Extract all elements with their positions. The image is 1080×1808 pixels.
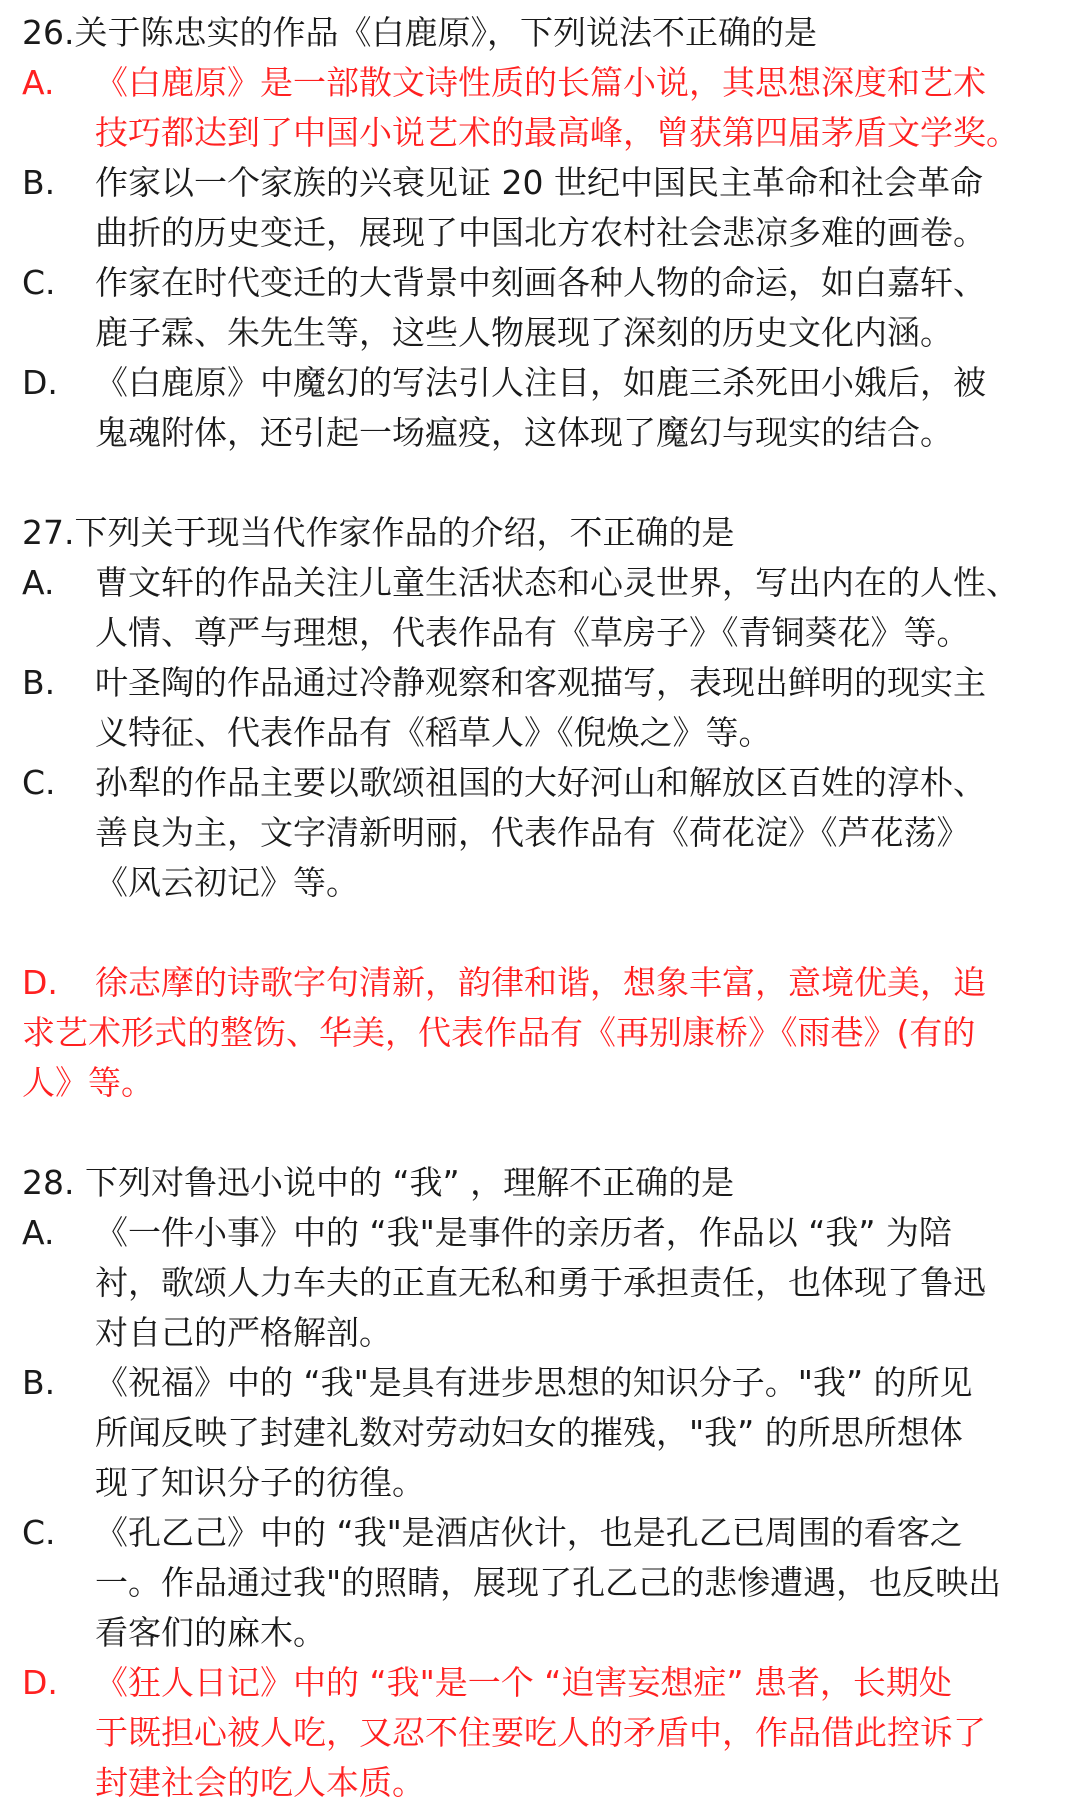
option-line: 《风云初记》等。: [95, 863, 359, 902]
option-line: 现了知识分子的彷徨。: [95, 1463, 425, 1502]
option-26-c: [22, 258, 1052, 358]
option-line: 所闻反映了封建礼数对劳动妇女的摧残，"我” 的所思所想体: [95, 1413, 963, 1452]
option-27-d: [22, 958, 1052, 1108]
option-letter: C.: [22, 763, 56, 802]
option-line: 作家在时代变迁的大背景中刻画各种人物的命运，如白嘉轩、: [95, 263, 986, 302]
option-line: 《白鹿原》是一部散文诗性质的长篇小说，其思想深度和艺术: [95, 63, 986, 102]
option-line: 《狂人日记》中的 “我"是一个 “迫害妄想症” 患者，长期处: [95, 1663, 952, 1702]
option-27-c: [22, 758, 1052, 908]
option-line: 对自己的严格解剖。: [95, 1313, 392, 1352]
spacer: [0, 458, 1080, 508]
option-letter: A.: [22, 1213, 55, 1252]
option-letter: A.: [22, 563, 55, 602]
spacer: [0, 1108, 1080, 1158]
option-line: 鬼魂附体，还引起一场瘟疫，这体现了魔幻与现实的结合。: [95, 413, 953, 452]
question-title: 28. 下列对鲁迅小说中的 “我” ，理解不正确的是: [22, 1163, 735, 1202]
option-line: 求艺术形式的整饬、华美，代表作品有《再别康桥》《雨巷》(有的: [22, 1013, 976, 1052]
question-26: [22, 8, 1052, 458]
option-letter: C.: [22, 1513, 56, 1552]
option-line: 于既担心被人吃，又忍不住要吃人的矛盾中，作品借此控诉了: [95, 1713, 986, 1752]
option-line: 叶圣陶的作品通过冷静观察和客观描写，表现出鲜明的现实主: [95, 663, 986, 702]
option-line: 善良为主，文字清新明丽，代表作品有《荷花淀》《芦花荡》: [95, 813, 970, 852]
option-line: 徐志摩的诗歌字句清新，韵律和谐，想象丰富，意境优美，追: [95, 963, 986, 1002]
option-line: 鹿子霖、朱先生等，这些人物展现了深刻的历史文化内涵。: [95, 313, 953, 352]
option-letter: C.: [22, 263, 56, 302]
option-27-a: [22, 558, 1052, 658]
option-26-d: [22, 358, 1052, 458]
option-letter: B.: [22, 663, 56, 702]
option-line: 作家以一个家族的兴衰见证 20 世纪中国民主革命和社会革命: [95, 163, 983, 202]
option-28-a: [22, 1208, 1052, 1358]
option-line: 《白鹿原》中魔幻的写法引人注目，如鹿三杀死田小娥后，被: [95, 363, 986, 402]
question-title: 27.下列关于现当代作家作品的介绍，不正确的是: [22, 513, 735, 552]
option-letter: D.: [22, 1663, 58, 1702]
option-letter: A.: [22, 63, 55, 102]
question-28: [22, 1158, 1052, 1808]
option-letter: B.: [22, 1363, 56, 1402]
option-line: 技巧都达到了中国小说艺术的最高峰，曾获第四届茅盾文学奖。: [95, 113, 1019, 152]
option-line: 曲折的历史变迁，展现了中国北方农村社会悲凉多难的画卷。: [95, 213, 986, 252]
question-27: [22, 508, 1052, 1108]
option-line: 看客们的麻木。: [95, 1613, 326, 1652]
option-line: 孙犁的作品主要以歌颂祖国的大好河山和解放区百姓的淳朴、: [95, 763, 986, 802]
option-28-d: [22, 1658, 1052, 1808]
option-26-b: [22, 158, 1052, 258]
option-line: 曹文轩的作品关注儿童生活状态和心灵世界，写出内在的人性、: [95, 563, 1019, 602]
option-letter: B.: [22, 163, 56, 202]
option-line: 义特征、代表作品有《稻草人》《倪焕之》等。: [95, 713, 772, 752]
option-line: 《一件小事》中的 “我"是事件的亲历者，作品以 “我” 为陪: [95, 1213, 952, 1252]
option-26-a: [22, 58, 1052, 158]
option-line: 《祝福》中的 “我"是具有进步思想的知识分子。"我” 的所见: [95, 1363, 973, 1402]
option-28-c: [22, 1508, 1052, 1658]
option-27-b: [22, 658, 1052, 758]
option-line: 人情、尊严与理想，代表作品有《草房子》《青铜葵花》等。: [95, 613, 970, 652]
option-line: 人》等。: [22, 1063, 154, 1102]
spacer: [22, 908, 1052, 958]
option-28-b: [22, 1358, 1052, 1508]
option-letter: D.: [22, 963, 58, 1002]
option-line: 一。作品通过我"的照睛，展现了孔乙己的悲惨遭遇，也反映出: [95, 1563, 1002, 1602]
option-line: 封建社会的吃人本质。: [95, 1763, 425, 1802]
option-letter: D.: [22, 363, 58, 402]
question-title: 26.关于陈忠实的作品《白鹿原》，下列说法不正确的是: [22, 13, 817, 52]
option-line: 《孔乙己》中的 “我"是酒店伙计，也是孔乙已周围的看客之: [95, 1513, 963, 1552]
option-line: 衬，歌颂人力车夫的正直无私和勇于承担责任，也体现了鲁迅: [95, 1263, 986, 1302]
option-first-line: [22, 958, 1052, 1008]
